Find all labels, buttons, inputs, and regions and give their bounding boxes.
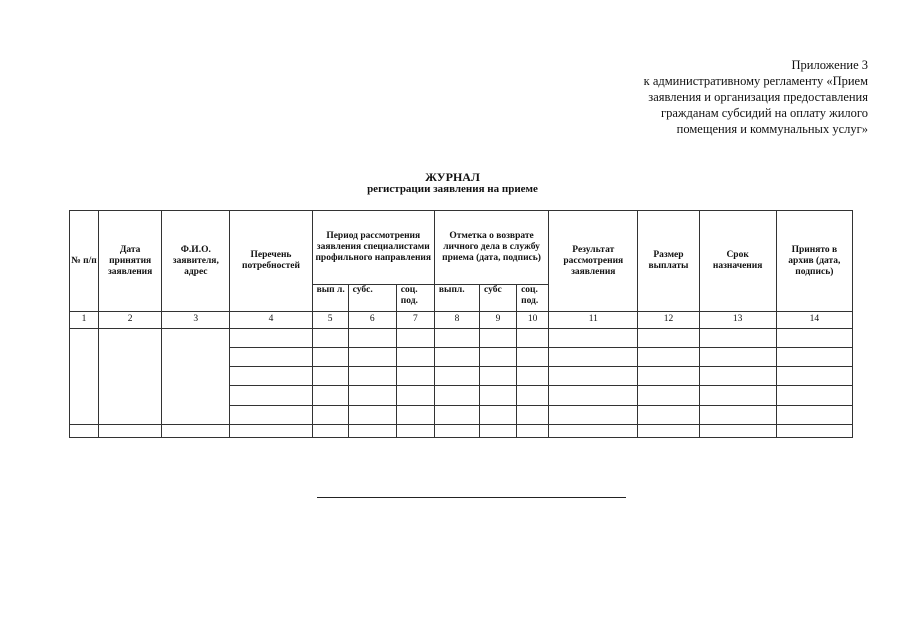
table-cell bbox=[638, 367, 699, 386]
table-cell bbox=[638, 405, 699, 424]
column-number: 5 bbox=[312, 312, 348, 328]
table-row bbox=[70, 424, 853, 437]
column-number: 12 bbox=[638, 312, 699, 328]
table-cell bbox=[549, 347, 638, 366]
table-cell bbox=[348, 328, 396, 347]
table-cell bbox=[480, 405, 517, 424]
table-cell bbox=[480, 386, 517, 405]
header-result: Результат рассмотрения заявления bbox=[549, 211, 638, 312]
table-cell bbox=[517, 347, 549, 366]
column-number: 6 bbox=[348, 312, 396, 328]
table-cell bbox=[638, 386, 699, 405]
column-number: 3 bbox=[162, 312, 230, 328]
table-cell bbox=[312, 424, 348, 437]
table-cell bbox=[99, 328, 162, 424]
header-archived: Принято в архив (дата, подпись) bbox=[776, 211, 852, 312]
table-cell bbox=[230, 424, 312, 437]
table-cell bbox=[549, 386, 638, 405]
table-cell bbox=[348, 367, 396, 386]
table-cell bbox=[776, 424, 852, 437]
column-number: 7 bbox=[396, 312, 434, 328]
header-date: Дата принятия заявления bbox=[99, 211, 162, 312]
table-cell bbox=[638, 328, 699, 347]
table-cell bbox=[699, 367, 776, 386]
journal-title: ЖУРНАЛ bbox=[425, 170, 480, 184]
column-number: 8 bbox=[434, 312, 479, 328]
appendix-note bbox=[568, 57, 868, 137]
column-number: 13 bbox=[699, 312, 776, 328]
column-number: 9 bbox=[480, 312, 517, 328]
table-cell bbox=[776, 328, 852, 347]
table-cell bbox=[517, 367, 549, 386]
subheader-vypl-return: выпл. bbox=[434, 284, 479, 311]
table-cell bbox=[549, 328, 638, 347]
table-cell bbox=[434, 367, 479, 386]
table-cell bbox=[99, 424, 162, 437]
table-cell bbox=[699, 405, 776, 424]
table-cell bbox=[517, 424, 549, 437]
table-cell bbox=[348, 347, 396, 366]
table-cell bbox=[396, 347, 434, 366]
table-cell bbox=[230, 367, 312, 386]
subheader-subs: субс. bbox=[348, 284, 396, 311]
table-cell bbox=[162, 424, 230, 437]
column-number-row bbox=[70, 312, 853, 328]
table-cell bbox=[348, 386, 396, 405]
table-cell bbox=[230, 347, 312, 366]
journal-subtitle: регистрации заявления на приеме bbox=[367, 183, 538, 195]
table-row bbox=[70, 328, 853, 347]
table-cell bbox=[70, 424, 99, 437]
appendix-line: Приложение 3 bbox=[791, 58, 868, 72]
table-cell bbox=[312, 367, 348, 386]
column-number: 1 bbox=[70, 312, 99, 328]
column-number: 4 bbox=[230, 312, 312, 328]
table-cell bbox=[517, 328, 549, 347]
table-cell bbox=[396, 386, 434, 405]
table-cell bbox=[776, 386, 852, 405]
table-cell bbox=[70, 328, 99, 424]
column-number: 14 bbox=[776, 312, 852, 328]
header-term: Срок назначения bbox=[699, 211, 776, 312]
table-cell bbox=[396, 367, 434, 386]
table-cell bbox=[312, 347, 348, 366]
table-cell bbox=[517, 386, 549, 405]
header-applicant: Ф.И.О. заявителя, адрес bbox=[162, 211, 230, 312]
registration-journal-table bbox=[69, 210, 853, 438]
table-cell bbox=[699, 347, 776, 366]
table-cell bbox=[396, 405, 434, 424]
table-cell bbox=[549, 367, 638, 386]
table-cell bbox=[480, 347, 517, 366]
table-cell bbox=[699, 328, 776, 347]
column-number: 10 bbox=[517, 312, 549, 328]
appendix-line: к административному регламенту «Прием bbox=[643, 74, 868, 88]
table-cell bbox=[312, 405, 348, 424]
table-cell bbox=[549, 405, 638, 424]
table-cell bbox=[396, 424, 434, 437]
table-cell bbox=[480, 367, 517, 386]
table-cell bbox=[230, 405, 312, 424]
table-cell bbox=[699, 424, 776, 437]
subheader-soc-return: соц. под. bbox=[517, 284, 549, 311]
table-cell bbox=[638, 347, 699, 366]
header-review-period: Период рассмотрения заявления специалистами профильного направления bbox=[312, 211, 434, 285]
table-cell bbox=[776, 367, 852, 386]
table-cell bbox=[396, 328, 434, 347]
table-cell bbox=[517, 405, 549, 424]
table-cell bbox=[480, 424, 517, 437]
header-payment-amount: Размер выплаты bbox=[638, 211, 699, 312]
table-cell bbox=[434, 328, 479, 347]
table-cell bbox=[434, 424, 479, 437]
column-number: 2 bbox=[99, 312, 162, 328]
table-cell bbox=[348, 405, 396, 424]
table-cell bbox=[549, 424, 638, 437]
header-needs: Перечень потребностей bbox=[230, 211, 312, 312]
subheader-soc: соц. под. bbox=[396, 284, 434, 311]
table-cell bbox=[230, 328, 312, 347]
header-return-mark: Отметка о возврате личного дела в службу приема (дата, подпись) bbox=[434, 211, 548, 285]
table-cell bbox=[348, 424, 396, 437]
header-number: № п/п bbox=[70, 211, 99, 312]
appendix-line: гражданам субсидий на оплату жилого bbox=[661, 106, 868, 120]
table-cell bbox=[230, 386, 312, 405]
table-cell bbox=[776, 405, 852, 424]
subheader-subs-return: субс bbox=[480, 284, 517, 311]
table-cell bbox=[480, 328, 517, 347]
table-cell bbox=[699, 386, 776, 405]
column-number: 11 bbox=[549, 312, 638, 328]
appendix-line: заявления и организация предоставления bbox=[648, 90, 868, 104]
table-cell bbox=[434, 386, 479, 405]
table-cell bbox=[434, 347, 479, 366]
signature-line bbox=[317, 497, 626, 498]
table-cell bbox=[312, 386, 348, 405]
subheader-vypl: вып л. bbox=[312, 284, 348, 311]
table-cell bbox=[162, 328, 230, 424]
table-cell bbox=[434, 405, 479, 424]
table-cell bbox=[312, 328, 348, 347]
table-cell bbox=[776, 347, 852, 366]
appendix-line: помещения и коммунальных услуг» bbox=[676, 122, 868, 136]
table-cell bbox=[638, 424, 699, 437]
